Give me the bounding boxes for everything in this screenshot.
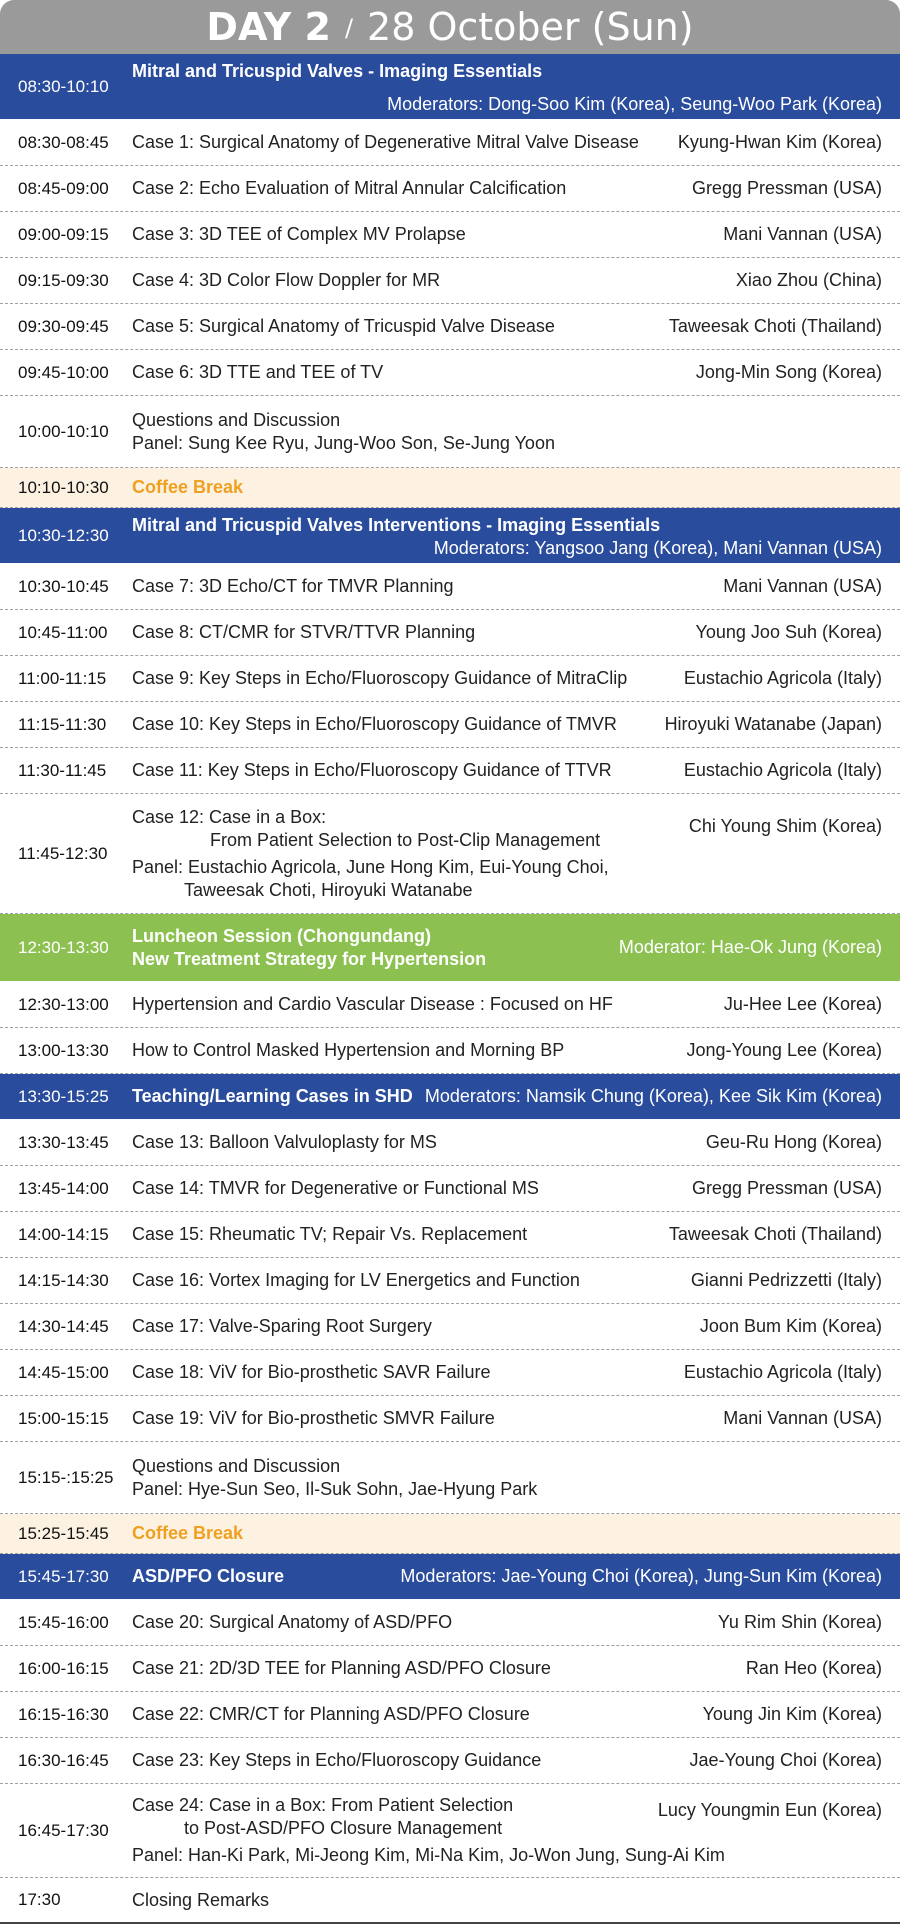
title-line: Case 7: 3D Echo/CT for TMVR Planning <box>132 576 454 596</box>
day-label: DAY 2 <box>206 5 331 49</box>
schedule-row <box>0 1028 900 1074</box>
moderators: Moderators: Jae-Young Choi (Korea), Jung-Sun Kim (Korea) <box>400 1566 882 1586</box>
time-slot: 10:10-10:30 <box>18 477 109 497</box>
schedule-row <box>0 1166 900 1212</box>
title-line: Case 1: Surgical Anatomy of Degenerative Mitral Valve Disease <box>132 132 639 152</box>
schedule-row <box>0 1738 900 1784</box>
session-title <box>132 1120 672 1165</box>
title-line: New Treatment Strategy for Hypertension <box>132 948 487 969</box>
schedule-row <box>0 166 900 212</box>
session-title <box>132 1692 672 1737</box>
session-title <box>132 166 672 211</box>
speaker: Yu Rim Shin (Korea) <box>717 1612 882 1632</box>
schedule-row <box>0 982 900 1028</box>
title-line: Panel: Sung Kee Ryu, Jung-Woo Son, Se-Jung Yoon <box>132 432 555 453</box>
session-title <box>132 1514 672 1553</box>
session-title <box>132 120 672 165</box>
title-line: Teaching/Learning Cases in SHD <box>132 1086 413 1106</box>
schedule-row <box>0 656 900 702</box>
time-slot: 13:00-13:30 <box>18 1040 109 1060</box>
title-line: Case 11: Key Steps in Echo/Fluoroscopy Guidance of TTVR <box>132 760 612 780</box>
title-line: Case 3: 3D TEE of Complex MV Prolapse <box>132 224 466 244</box>
speaker: Eustachio Agricola (Italy) <box>683 668 882 688</box>
schedule-row <box>0 1878 900 1924</box>
title-line: to Post-ASD/PFO Closure Management <box>184 1818 503 1838</box>
time-slot: 15:45-16:00 <box>18 1612 109 1632</box>
time-slot: 08:30-10:10 <box>18 76 109 96</box>
session-title <box>132 304 672 349</box>
time-slot: 13:30-15:25 <box>18 1086 109 1106</box>
session-title <box>132 1442 672 1513</box>
title-line: Coffee Break <box>132 1523 244 1543</box>
session-title <box>132 468 672 507</box>
time-slot: 08:45-09:00 <box>18 178 109 198</box>
title-line: Case 22: CMR/CT for Planning ASD/PFO Closure <box>132 1704 530 1724</box>
title-line: Questions and Discussion <box>132 1455 341 1476</box>
session-title <box>132 1258 672 1303</box>
moderators: Moderators: Yangsoo Jang (Korea), Mani Vannan (USA) <box>433 538 882 558</box>
title-line: Case 5: Surgical Anatomy of Tricuspid Valve Disease <box>132 316 555 336</box>
time-slot: 10:00-10:10 <box>18 421 109 441</box>
session-title <box>132 794 672 913</box>
title-line: Panel: Han-Ki Park, Mi-Jeong Kim, Mi-Na Kim, Jo-Won Jung, Sung-Ai Kim <box>132 1845 725 1865</box>
session-title <box>132 748 672 793</box>
speaker: Kyung-Hwan Kim (Korea) <box>677 132 882 152</box>
session-title <box>132 982 672 1027</box>
day-date: 28 October (Sun) <box>367 5 694 49</box>
time-slot: 12:30-13:00 <box>18 994 109 1014</box>
schedule-row <box>0 120 900 166</box>
schedule-row <box>0 1600 900 1646</box>
session-title <box>132 1878 672 1922</box>
speaker: Eustachio Agricola (Italy) <box>683 760 882 780</box>
time-slot: 10:45-11:00 <box>18 622 108 642</box>
schedule-row <box>0 1784 900 1878</box>
schedule-row <box>0 1258 900 1304</box>
title-line: Coffee Break <box>132 477 244 497</box>
time-slot: 15:15-:15:25 <box>18 1467 114 1487</box>
session-title <box>132 1166 672 1211</box>
session-title <box>132 1784 725 1877</box>
title-line: Case 18: ViV for Bio-prosthetic SAVR Failure <box>132 1362 491 1382</box>
session-title <box>132 350 672 395</box>
title-line: Panel: Hye-Sun Seo, Il-Suk Sohn, Jae-Hyung Park <box>132 1478 538 1499</box>
speaker: Taweesak Choti (Thailand) <box>668 316 882 336</box>
session-title <box>132 1304 672 1349</box>
moderators: Moderator: Hae-Ok Jung (Korea) <box>618 937 882 957</box>
session-title <box>132 1396 672 1441</box>
time-slot: 09:30-09:45 <box>18 316 109 336</box>
session-title <box>132 396 672 467</box>
title-line: Taweesak Choti, Hiroyuki Watanabe <box>184 879 473 900</box>
session-title <box>132 1646 672 1691</box>
speaker: Mani Vannan (USA) <box>723 576 882 596</box>
session-title <box>132 1350 672 1395</box>
speaker: Gregg Pressman (USA) <box>691 178 882 198</box>
time-slot: 15:25-15:45 <box>18 1523 109 1543</box>
time-slot: 13:30-13:45 <box>18 1132 109 1152</box>
session-title <box>132 1554 432 1599</box>
speaker: Geu-Ru Hong (Korea) <box>705 1132 882 1152</box>
schedule-row <box>0 564 900 610</box>
time-slot: 14:30-14:45 <box>18 1316 109 1336</box>
schedule-row <box>0 1350 900 1396</box>
speaker: Young Joo Suh (Korea) <box>695 622 882 642</box>
speaker: Lucy Youngmin Eun (Korea) <box>657 1800 882 1820</box>
title-line: Case 17: Valve-Sparing Root Surgery <box>132 1316 432 1336</box>
schedule-row <box>0 1646 900 1692</box>
session-title <box>132 610 672 655</box>
time-slot: 11:45-12:30 <box>18 843 108 863</box>
speaker: Joon Bum Kim (Korea) <box>699 1316 882 1336</box>
speaker: Taweesak Choti (Thailand) <box>668 1224 882 1244</box>
title-line: From Patient Selection to Post-Clip Management <box>210 829 601 850</box>
title-line: How to Control Masked Hypertension and Morning BP <box>132 1040 565 1060</box>
session-title <box>132 702 672 747</box>
schedule-row <box>0 1442 900 1514</box>
time-slot: 16:45-17:30 <box>18 1820 109 1840</box>
title-line: Questions and Discussion <box>132 409 341 430</box>
title-line: Mitral and Tricuspid Valves - Imaging Essentials <box>132 61 543 81</box>
speaker: Xiao Zhou (China) <box>735 270 882 290</box>
time-slot: 11:00-11:15 <box>18 668 107 688</box>
title-line: Case 19: ViV for Bio-prosthetic SMVR Failure <box>132 1408 495 1428</box>
title-line: Case 20: Surgical Anatomy of ASD/PFO <box>132 1612 453 1632</box>
title-line: Case 14: TMVR for Degenerative or Functional MS <box>132 1178 539 1198</box>
schedule-row <box>0 1692 900 1738</box>
speaker: Hiroyuki Watanabe (Japan) <box>664 714 882 734</box>
schedule-row <box>0 1304 900 1350</box>
title-line: Case 12: Case in a Box: <box>132 806 327 827</box>
schedule-row <box>0 1212 900 1258</box>
time-slot: 09:00-09:15 <box>18 224 109 244</box>
title-line: ASD/PFO Closure <box>132 1566 285 1586</box>
speaker: Eustachio Agricola (Italy) <box>683 1362 882 1382</box>
schedule-row <box>0 748 900 794</box>
title-line: Case 8: CT/CMR for STVR/TTVR Planning <box>132 622 476 642</box>
time-slot: 11:15-11:30 <box>18 714 107 734</box>
speaker: Jae-Young Choi (Korea) <box>689 1750 882 1770</box>
speaker: Gregg Pressman (USA) <box>691 1178 882 1198</box>
schedule-row <box>0 1396 900 1442</box>
schedule-row <box>0 702 900 748</box>
session-header-row <box>0 54 900 120</box>
time-slot: 15:00-15:15 <box>18 1408 109 1428</box>
title-line: Case 23: Key Steps in Echo/Fluoroscopy Guidance <box>132 1750 542 1770</box>
speaker: Jong-Min Song (Korea) <box>695 362 882 382</box>
schedule-row <box>0 350 900 396</box>
time-slot: 14:00-14:15 <box>18 1224 109 1244</box>
title-line: Case 16: Vortex Imaging for LV Energetics and Function <box>132 1270 580 1290</box>
time-slot: 17:30 <box>18 1890 61 1909</box>
speaker: Mani Vannan (USA) <box>723 224 882 244</box>
session-title <box>132 258 672 303</box>
schedule-row <box>0 258 900 304</box>
day-header <box>0 0 900 54</box>
session-title <box>132 1074 432 1119</box>
session-header-row <box>0 508 900 564</box>
schedule-row <box>0 794 900 914</box>
title-line: Case 24: Case in a Box: From Patient Selection <box>132 1795 514 1815</box>
session-title <box>132 212 672 257</box>
schedule-row <box>0 304 900 350</box>
time-slot: 16:30-16:45 <box>18 1750 109 1770</box>
schedule-row <box>0 212 900 258</box>
speaker: Gianni Pedrizzetti (Italy) <box>690 1270 882 1290</box>
time-slot: 14:15-14:30 <box>18 1270 109 1290</box>
time-slot: 09:15-09:30 <box>18 270 109 290</box>
time-slot: 14:45-15:00 <box>18 1362 109 1382</box>
break-row <box>0 1514 900 1554</box>
day-separator: / <box>344 14 354 42</box>
title-line: Luncheon Session (Chongundang) <box>132 925 431 946</box>
title-line: Panel: Eustachio Agricola, June Hong Kim, Eui-Young Choi, <box>132 856 609 877</box>
title-line: Closing Remarks <box>132 1889 270 1910</box>
speaker: Ran Heo (Korea) <box>745 1658 882 1678</box>
speaker: Chi Young Shim (Korea) <box>688 816 882 836</box>
speaker: Young Jin Kim (Korea) <box>702 1704 882 1724</box>
title-line: Mitral and Tricuspid Valves Interventions - Imaging Essentials <box>132 515 661 535</box>
session-title <box>132 1212 672 1257</box>
title-line: Case 4: 3D Color Flow Doppler for MR <box>132 270 441 290</box>
session-header-row <box>0 1074 900 1120</box>
session-header-row <box>0 914 900 982</box>
schedule-row <box>0 396 900 468</box>
break-row <box>0 468 900 508</box>
title-line: Case 13: Balloon Valvuloplasty for MS <box>132 1132 437 1152</box>
speaker: Jong-Young Lee (Korea) <box>686 1040 882 1060</box>
session-title <box>132 1738 672 1783</box>
title-line: Case 9: Key Steps in Echo/Fluoroscopy Guidance of MitraClip <box>132 668 628 688</box>
speaker: Ju-Hee Lee (Korea) <box>723 994 882 1014</box>
title-line: Case 2: Echo Evaluation of Mitral Annular Calcification <box>132 178 567 198</box>
speaker: Mani Vannan (USA) <box>723 1408 882 1428</box>
title-line: Case 10: Key Steps in Echo/Fluoroscopy Guidance of TMVR <box>132 714 617 734</box>
session-title <box>132 1028 672 1073</box>
time-slot: 16:15-16:30 <box>18 1704 109 1724</box>
title-line: Case 21: 2D/3D TEE for Planning ASD/PFO Closure <box>132 1658 551 1678</box>
time-slot: 09:45-10:00 <box>18 362 109 382</box>
session-header-row <box>0 1554 900 1600</box>
title-line: Case 15: Rheumatic TV; Repair Vs. Replacement <box>132 1224 528 1244</box>
title-line: Hypertension and Cardio Vascular Disease : Focused on HF <box>132 994 613 1014</box>
session-title <box>132 914 672 981</box>
session-title <box>132 656 672 701</box>
time-slot: 11:30-11:45 <box>18 760 107 780</box>
session-title <box>132 1600 672 1645</box>
session-title <box>132 564 672 609</box>
moderators: Moderators: Dong-Soo Kim (Korea), Seung-Woo Park (Korea) <box>387 94 882 114</box>
time-slot: 15:45-17:30 <box>18 1566 109 1586</box>
schedule-row <box>0 1120 900 1166</box>
time-slot: 10:30-10:45 <box>18 576 109 596</box>
time-slot: 12:30-13:30 <box>18 937 109 957</box>
time-slot: 13:45-14:00 <box>18 1178 109 1198</box>
time-slot: 10:30-12:30 <box>18 525 109 545</box>
time-slot: 16:00-16:15 <box>18 1658 109 1678</box>
moderators: Moderators: Namsik Chung (Korea), Kee Sik Kim (Korea) <box>424 1086 882 1106</box>
time-slot: 08:30-08:45 <box>18 132 109 152</box>
title-line: Case 6: 3D TTE and TEE of TV <box>132 362 384 382</box>
schedule-row <box>0 610 900 656</box>
